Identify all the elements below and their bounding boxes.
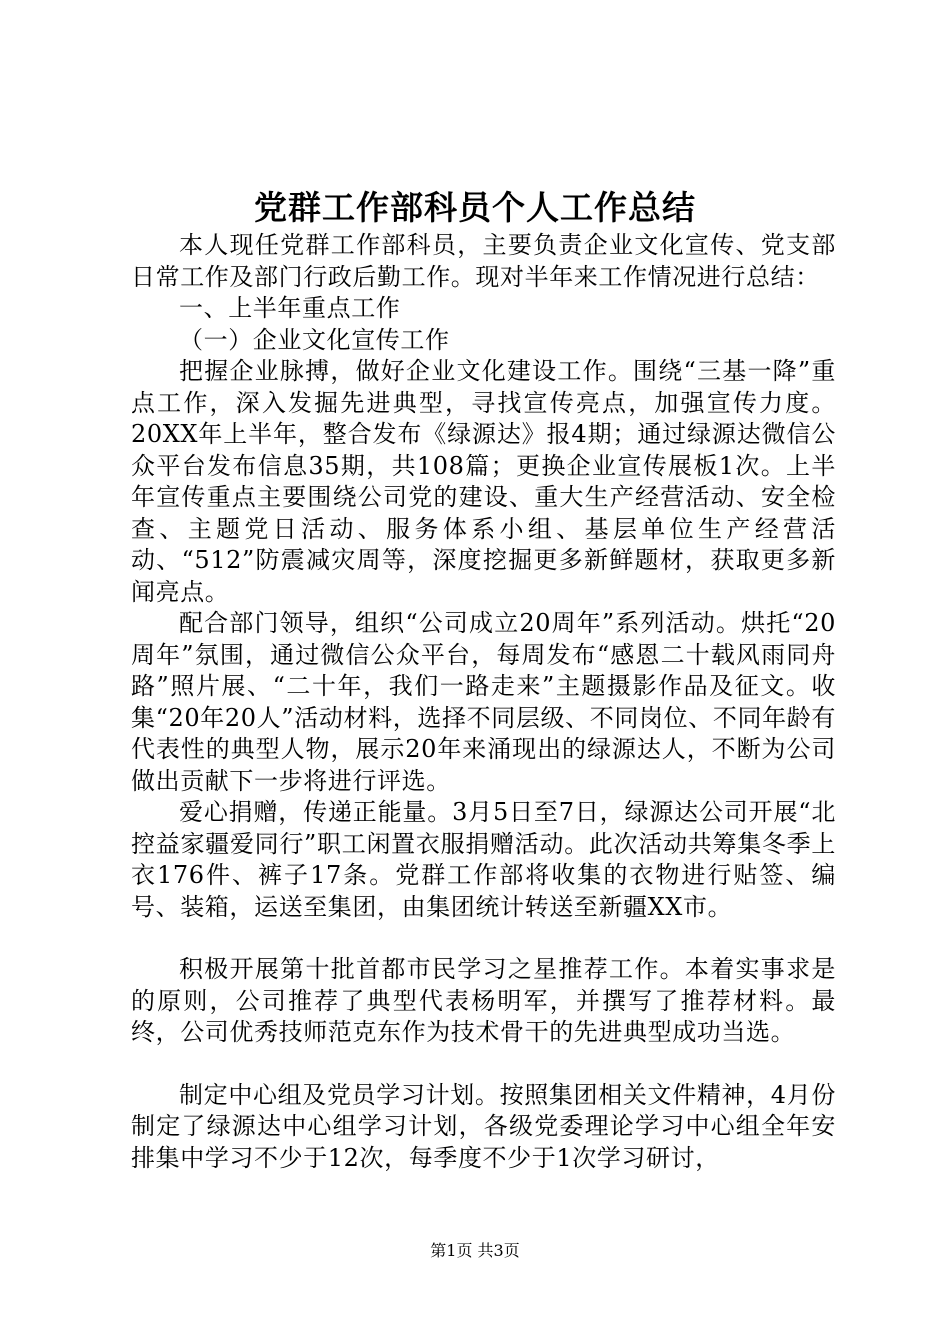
subsection-heading: （一）企业文化宣传工作 (179, 325, 450, 354)
study-plan-paragraph: 制定中心组及党员学习计划。按照集团相关文件精神，4月份制定了绿源达中心组学习计划，各级党委理论学习中心组全年安排集中学习不少于12次，每季度不少于1次学习研讨， (131, 1080, 836, 1172)
page-number: 第1页 共3页 (430, 1241, 520, 1260)
culture-paragraph: 把握企业脉搏，做好企业文化建设工作。围绕“三基一降”重点工作，深入发掘先进典型，寻找宣传亮点，加强宣传力度。20XX年上半年，整合发布《绿源达》报4期；通过绿源达微信公众平台发布信息35期，共108篇；更换企业宣传展板1次。上半年宣传重点主要围绕公司党的建设、重大生产经营活动、安全检查、主题党日活动、服务体系小组、基层单位生产经营活动、“512”防震减灾周等，深度挖掘更多新鲜题材，获取更多新闻亮点。 (131, 357, 836, 606)
study-star-paragraph: 积极开展第十批首都市民学习之星推荐工作。本着实事求是的原则，公司推荐了典型代表杨明军，并撰写了推荐材料。最终，公司优秀技师范克东作为技术骨干的先进典型成功当选。 (131, 955, 836, 1046)
anniversary-paragraph: 配合部门领导，组织“公司成立20周年”系列活动。烘托“20周年”氛围，通过微信公众平台，每周发布“感恩二十载风雨同舟路”照片展、“二十年，我们一路走来”主题摄影作品及征文。收集“20年20人”活动材料，选择不同层级、不同岗位、不同年龄有代表性的典型人物，展示20年来涌现出的绿源达人，不断为公司做出贡献下一步将进行评选。 (131, 609, 836, 795)
donation-paragraph: 爱心捐赠，传递正能量。3月5日至7日，绿源达公司开展“北控益家疆爱同行”职工闲置衣服捐赠活动。此次活动共筹集冬季上衣176件、裤子17条。党群工作部将收集的衣物进行贴签、编号、装箱，运送至集团，由集团统计转送至新疆XX市。 (131, 798, 836, 921)
section-heading: 一、上半年重点工作 (179, 294, 401, 322)
document-title: 党群工作部科员个人工作总结 (254, 188, 696, 227)
document-body (131, 230, 836, 1174)
intro-paragraph: 本人现任党群工作部科员，主要负责企业文化宣传、党支部日常工作及部门行政后勤工作。现对半年来工作情况进行总结： (131, 231, 836, 291)
